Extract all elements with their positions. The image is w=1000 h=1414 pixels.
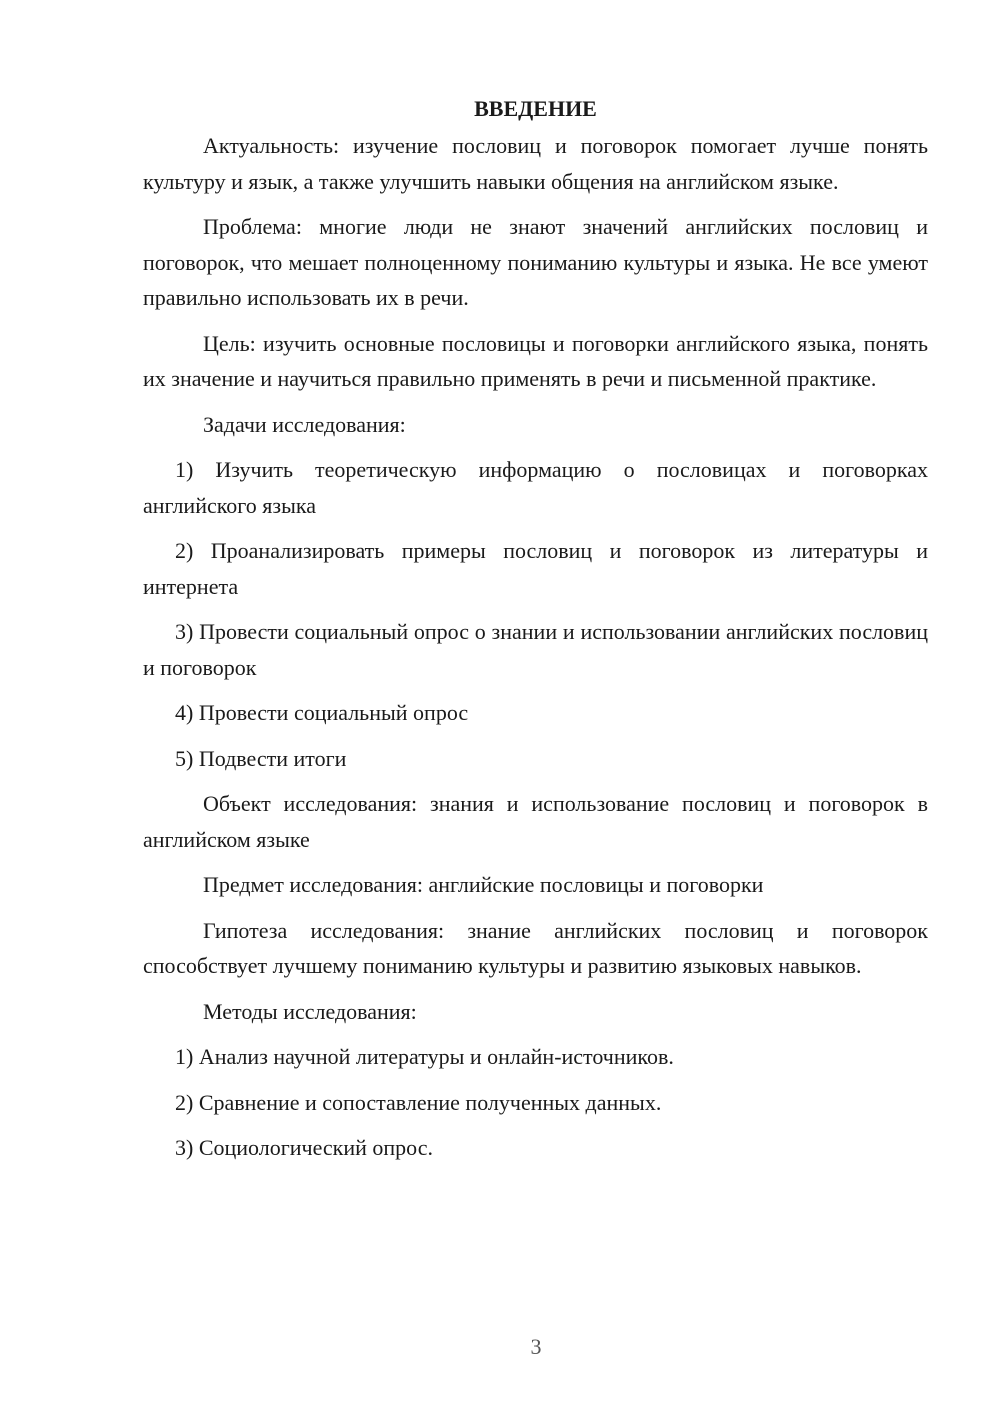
task-item: 5) Подвести итоги <box>175 745 347 771</box>
page-content <box>143 92 928 1176</box>
task-item: 3) Провести социальный опрос о знании и использовании английских пословиц и поговорок <box>143 619 928 680</box>
hypothesis-paragraph: Гипотеза исследования: знание английских пословиц и поговорок способствует лучшему пониманию культуры и развитию языковых навыков. <box>143 917 928 978</box>
page-number: 3 <box>530 1334 542 1359</box>
problem-paragraph: Проблема: многие люди не знают значений английских пословиц и поговорок, что мешает полноценному пониманию культуры и языка. Не все умеют правильно использовать их в речи. <box>143 214 928 310</box>
method-item: 1) Анализ научной литературы и онлайн-источников. <box>175 1044 674 1069</box>
object-paragraph: Объект исследования: знания и использование пословиц и поговорок в английском языке <box>143 791 928 852</box>
methods-heading: Методы исследования: <box>203 998 417 1024</box>
subject-paragraph: Предмет исследования: английские пословицы и поговорки <box>203 872 764 897</box>
section-title: ВВЕДЕНИЕ <box>474 96 597 121</box>
method-item: 3) Социологический опрос. <box>175 1135 433 1160</box>
task-item: 1) Изучить теоретическую информацию о пословицах и поговорках английского языка <box>143 457 928 518</box>
tasks-heading: Задачи исследования: <box>203 411 406 437</box>
relevance-paragraph: Актуальность: изучение пословиц и поговорок помогает лучше понять культуру и язык, а также улучшить навыки общения на английском языке. <box>143 133 928 194</box>
goal-paragraph: Цель: изучить основные пословицы и поговорки английского языка, понять их значение и научиться правильно применять в речи и письменной практике. <box>143 330 928 391</box>
method-item: 2) Сравнение и сопоставление полученных данных. <box>175 1089 662 1115</box>
task-item: 2) Проанализировать примеры пословиц и поговорок из литературы и интернета <box>143 538 928 599</box>
task-item: 4) Провести социальный опрос <box>175 700 469 725</box>
